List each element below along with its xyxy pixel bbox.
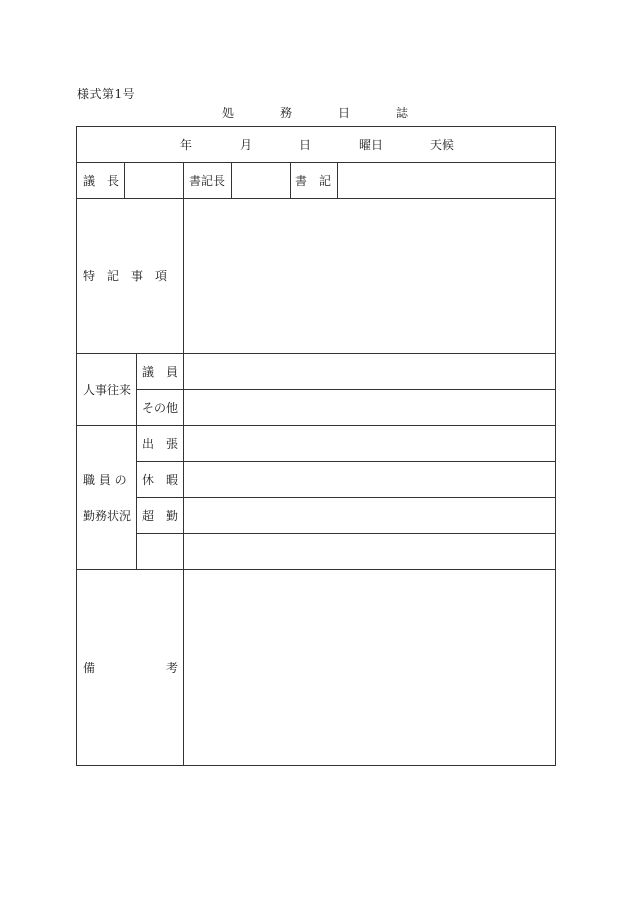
month-label: 月: [240, 138, 253, 152]
column-divider: [183, 162, 184, 198]
row-divider: [77, 198, 555, 199]
row-divider: [136, 497, 555, 498]
remarks-label-char1: 備: [83, 661, 96, 675]
row-divider: [77, 425, 555, 426]
members-label: 議 員: [142, 365, 179, 379]
weekday-label: 曜日: [359, 138, 384, 152]
row-divider: [136, 389, 555, 390]
day-label: 日: [299, 138, 312, 152]
row-divider: [77, 569, 555, 570]
personnel-label: 人事往来: [83, 383, 132, 397]
form-number: 様式第1号: [77, 87, 136, 101]
title-char-4: 誌: [396, 106, 409, 120]
year-label: 年: [180, 138, 193, 152]
column-divider: [337, 162, 338, 198]
weather-label: 天候: [430, 138, 455, 152]
column-divider: [231, 162, 232, 198]
chair-label: 議 長: [83, 174, 120, 188]
chief-clerk-label: 書記長: [189, 174, 226, 188]
remarks-label-char2: 考: [166, 661, 179, 675]
title-char-1: 処: [222, 106, 235, 120]
row-divider: [77, 162, 555, 163]
business-trip-label: 出 張: [142, 437, 179, 451]
row-divider: [136, 461, 555, 462]
row-divider: [77, 353, 555, 354]
row-divider: [136, 533, 555, 534]
clerk-label: 書 記: [295, 174, 332, 188]
column-divider: [183, 198, 184, 765]
staff-label-line2: 勤務状況: [83, 509, 132, 523]
others-label: その他: [142, 401, 179, 415]
column-divider: [136, 353, 137, 569]
column-divider: [290, 162, 291, 198]
title-char-2: 務: [280, 106, 293, 120]
staff-label-line1: 職 員 の: [83, 473, 127, 487]
document-title: [222, 104, 454, 121]
overtime-label: 超 勤: [142, 509, 179, 523]
column-divider: [124, 162, 125, 198]
duty-log-form: [76, 126, 556, 766]
title-char-3: 日: [338, 106, 351, 120]
special-notes-label: 特 記 事 項: [83, 269, 168, 283]
leave-label: 休 暇: [142, 473, 179, 487]
